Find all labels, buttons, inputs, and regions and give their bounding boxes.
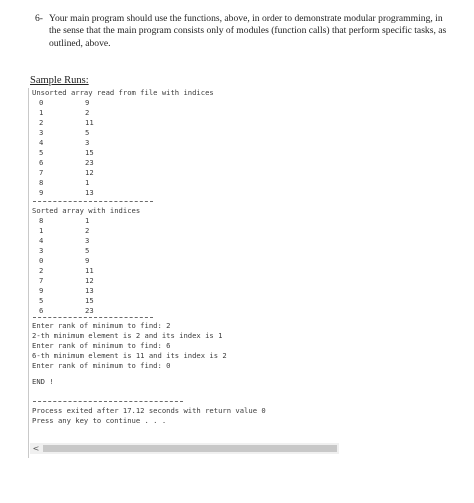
value-cell: 11 [85, 266, 94, 275]
instruction-number: 6- [35, 13, 43, 24]
value-cell: 3 [85, 236, 90, 245]
value-cell: 15 [85, 148, 94, 157]
value-cell: 9 [85, 256, 90, 265]
end-line: END ! [32, 377, 54, 386]
index-cell: 0 [39, 256, 44, 265]
io-line: 6-th minimum element is 11 and its index is 2 [32, 351, 227, 360]
value-cell: 13 [85, 188, 94, 197]
instruction-text: Your main program should use the functions, above, in order to demonstrate modular programming, in the sense that the main program consists only of modules (function calls) that perform specific tasks, as outlined, above. [49, 13, 447, 49]
index-cell: 4 [39, 138, 44, 147]
unsorted-header: Unsorted array read from file with indices [32, 88, 214, 97]
index-cell: 3 [39, 128, 44, 137]
exit-line: Process exited after 17.12 seconds with return value 0 [32, 406, 266, 415]
index-cell: 1 [39, 226, 44, 235]
value-cell: 23 [85, 158, 94, 167]
index-cell: 7 [39, 276, 44, 285]
console-divider [33, 201, 153, 202]
index-cell: 2 [39, 118, 44, 127]
io-line: Enter rank of minimum to find: 2 [32, 321, 171, 330]
index-cell: 9 [39, 188, 44, 197]
instruction-item [35, 13, 455, 50]
sample-runs-heading: Sample Runs: [30, 75, 89, 86]
console-output [28, 88, 341, 458]
value-cell: 5 [85, 128, 90, 137]
index-cell: 0 [39, 98, 44, 107]
index-cell: 6 [39, 306, 44, 315]
scrollbar-thumb[interactable] [43, 445, 337, 452]
console-divider [33, 401, 183, 402]
index-cell: 8 [39, 216, 44, 225]
console-divider [33, 317, 153, 318]
horizontal-scrollbar[interactable] [30, 443, 339, 454]
value-cell: 3 [85, 138, 90, 147]
index-cell: 2 [39, 266, 44, 275]
value-cell: 15 [85, 296, 94, 305]
index-cell: 6 [39, 158, 44, 167]
index-cell: 9 [39, 286, 44, 295]
io-line: 2-th minimum element is 2 and its index is 1 [32, 331, 223, 340]
index-cell: 3 [39, 246, 44, 255]
sorted-header: Sorted array with indices [32, 206, 141, 215]
index-cell: 5 [39, 148, 44, 157]
chevron-left-icon[interactable]: < [32, 444, 40, 453]
value-cell: 23 [85, 306, 94, 315]
index-cell: 7 [39, 168, 44, 177]
value-cell: 2 [85, 226, 90, 235]
io-line: Enter rank of minimum to find: 6 [32, 341, 171, 350]
value-cell: 1 [85, 216, 90, 225]
value-cell: 1 [85, 178, 90, 187]
value-cell: 2 [85, 108, 90, 117]
value-cell: 11 [85, 118, 94, 127]
index-cell: 8 [39, 178, 44, 187]
index-cell: 5 [39, 296, 44, 305]
value-cell: 9 [85, 98, 90, 107]
index-cell: 1 [39, 108, 44, 117]
value-cell: 12 [85, 276, 94, 285]
continue-line: Press any key to continue . . . [32, 416, 167, 425]
value-cell: 13 [85, 286, 94, 295]
index-cell: 4 [39, 236, 44, 245]
value-cell: 12 [85, 168, 94, 177]
io-line: Enter rank of minimum to find: 0 [32, 361, 171, 370]
value-cell: 5 [85, 246, 90, 255]
